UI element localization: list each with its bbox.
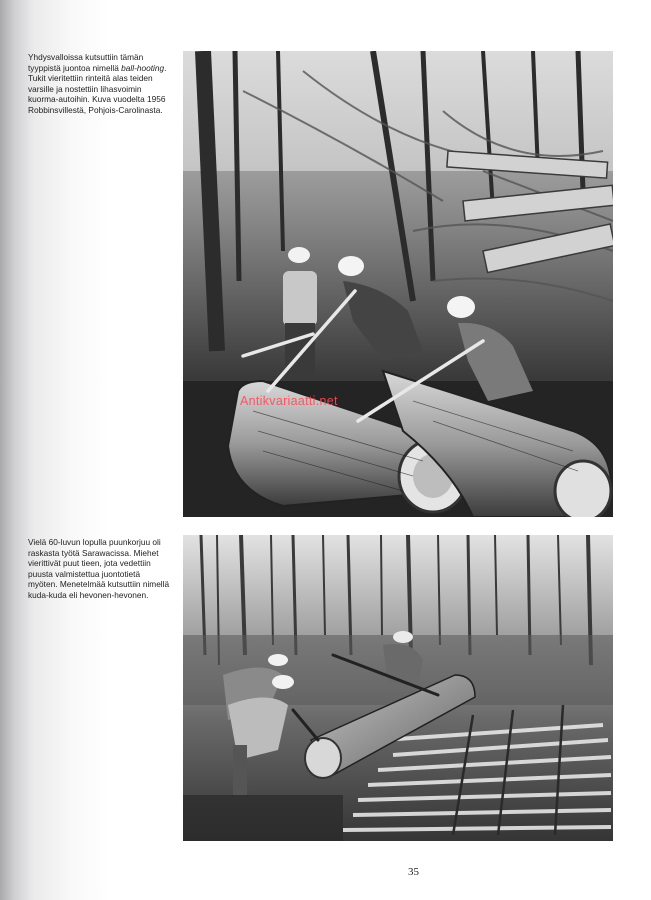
- watermark: Antikvariaatti.net: [240, 394, 338, 408]
- photo-logging-ball-hooting: [183, 51, 613, 517]
- photo-caption-top: [28, 52, 170, 116]
- photo-logging-kuda-kuda: [183, 535, 613, 841]
- caption-bottom-text: Vielä 60-luvun lopulla puunkorjuu oli raskasta työtä Sarawacissa. Miehet vierittivät puut tieen, jota vedettiin puusta valmistettua juontotietä myöten. Menetelmää kutsuttiin nimellä kuda-kuda eli hevonen-hevonen.: [28, 537, 170, 600]
- photo-caption-bottom: [28, 537, 170, 601]
- photo-bottom-illustration: [183, 535, 613, 841]
- caption-top-text: Yhdysvalloissa kutsuttiin tämän tyyppistä juontoa nimellä ball-hooting. Tukit vieritettiin rinteitä alas teiden varsille ja nostettiin lihasvoimin kuorma-autoihin. Kuva vuodelta 1956 Robbinsvillestä, Pohjois-Carolinasta.: [28, 52, 167, 115]
- photo-top-illustration: [183, 51, 613, 517]
- page-number: 35: [408, 866, 419, 878]
- caption-italic-term: ball-hooting: [121, 62, 165, 73]
